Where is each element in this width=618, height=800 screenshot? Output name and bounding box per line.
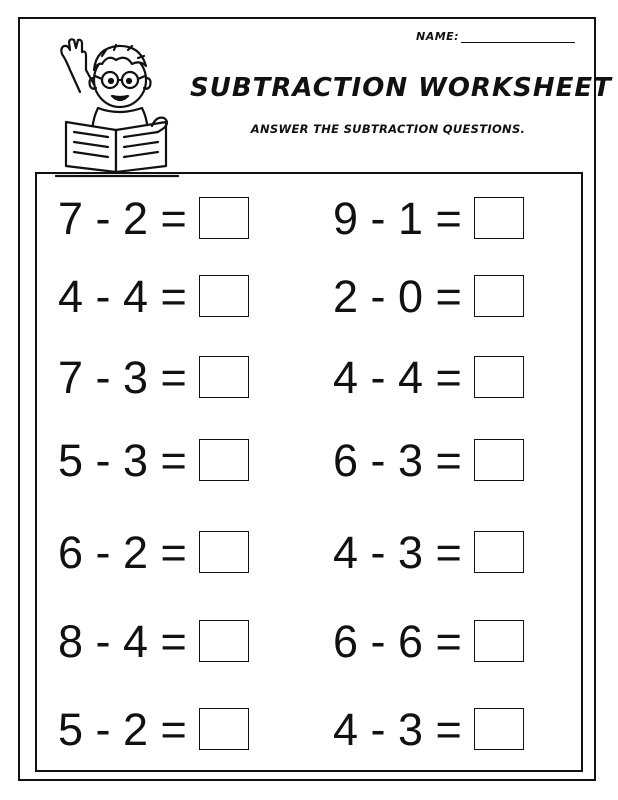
problem-expression: 7 - 2 = bbox=[58, 192, 187, 244]
answer-box[interactable] bbox=[199, 620, 249, 662]
problem-expression: 6 - 6 = bbox=[333, 615, 462, 667]
problem-row bbox=[58, 193, 249, 243]
problem-row bbox=[58, 616, 249, 666]
problem-row bbox=[58, 527, 249, 577]
answer-box[interactable] bbox=[474, 197, 524, 239]
boy-reading-book-icon bbox=[52, 30, 182, 180]
answer-box[interactable] bbox=[199, 708, 249, 750]
answer-box[interactable] bbox=[474, 531, 524, 573]
problem-row bbox=[333, 704, 524, 754]
answer-box[interactable] bbox=[199, 356, 249, 398]
name-label: NAME: bbox=[416, 30, 460, 43]
answer-box[interactable] bbox=[474, 620, 524, 662]
worksheet-instructions: ANSWER THE SUBTRACTION QUESTIONS. bbox=[250, 122, 526, 136]
problem-row bbox=[333, 271, 524, 321]
answer-box[interactable] bbox=[474, 356, 524, 398]
problem-expression: 8 - 4 = bbox=[58, 615, 187, 667]
worksheet-title: SUBTRACTION WORKSHEET bbox=[190, 73, 612, 103]
problem-expression: 4 - 3 = bbox=[333, 703, 462, 755]
problem-row bbox=[58, 271, 249, 321]
answer-box[interactable] bbox=[474, 439, 524, 481]
problem-expression: 2 - 0 = bbox=[333, 270, 462, 322]
problem-row bbox=[333, 616, 524, 666]
answer-box[interactable] bbox=[199, 275, 249, 317]
problem-row bbox=[58, 704, 249, 754]
answer-box[interactable] bbox=[474, 275, 524, 317]
problem-expression: 5 - 3 = bbox=[58, 434, 187, 486]
answer-box[interactable] bbox=[474, 708, 524, 750]
problem-row bbox=[58, 352, 249, 402]
problem-row bbox=[333, 435, 524, 485]
problem-expression: 6 - 3 = bbox=[333, 434, 462, 486]
problem-expression: 7 - 3 = bbox=[58, 351, 187, 403]
problem-row bbox=[333, 352, 524, 402]
name-field[interactable] bbox=[416, 30, 575, 43]
problem-expression: 4 - 3 = bbox=[333, 526, 462, 578]
problem-expression: 9 - 1 = bbox=[333, 192, 462, 244]
name-input-line[interactable] bbox=[461, 32, 575, 43]
problem-expression: 6 - 2 = bbox=[58, 526, 187, 578]
problem-row bbox=[58, 435, 249, 485]
problem-row bbox=[333, 193, 524, 243]
answer-box[interactable] bbox=[199, 531, 249, 573]
problem-expression: 5 - 2 = bbox=[58, 703, 187, 755]
answer-box[interactable] bbox=[199, 197, 249, 239]
problem-expression: 4 - 4 = bbox=[333, 351, 462, 403]
answer-box[interactable] bbox=[199, 439, 249, 481]
problem-expression: 4 - 4 = bbox=[58, 270, 187, 322]
problem-row bbox=[333, 527, 524, 577]
